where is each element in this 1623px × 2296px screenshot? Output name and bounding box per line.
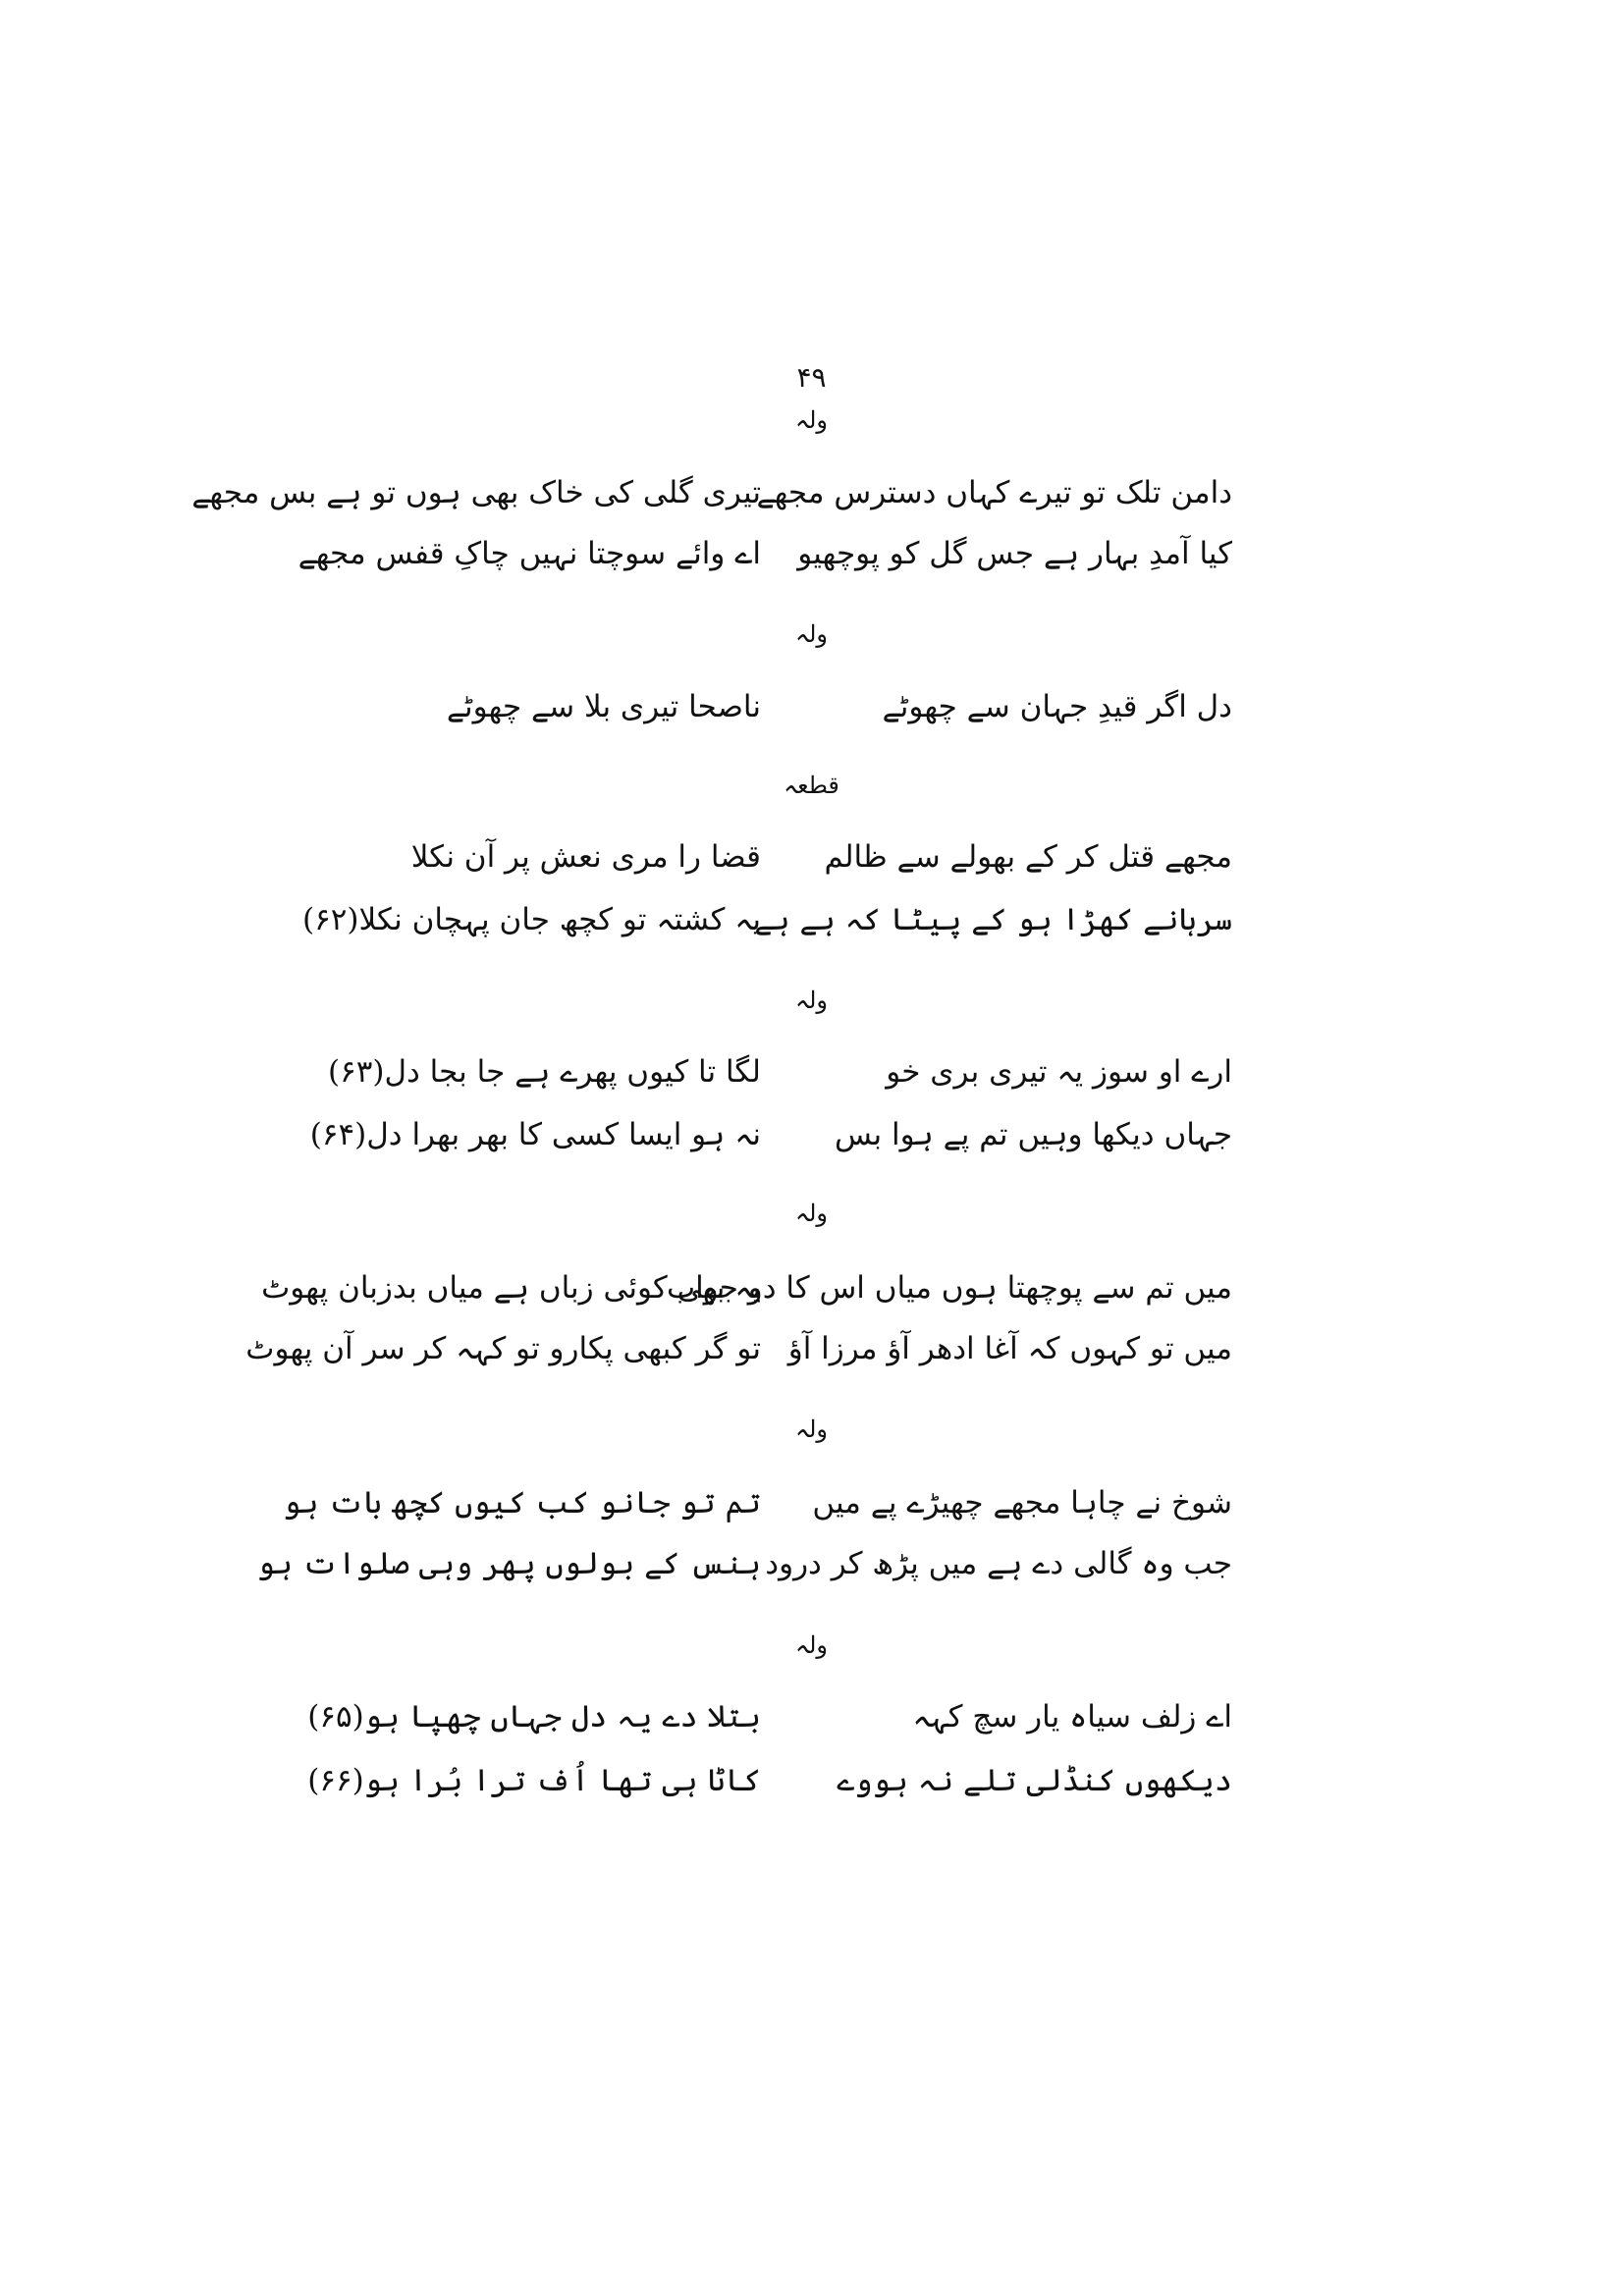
- verse: [256, 1534, 1232, 1593]
- verse: [302, 890, 1232, 949]
- verse-first-hemistich: کیا آمدِ بہار ہے جس گل کو پوچھیو: [797, 536, 1232, 571]
- section-heading: ولہ: [795, 406, 828, 434]
- verse: [245, 1319, 1232, 1378]
- section-heading: ولہ: [795, 1631, 828, 1659]
- section-heading: ولہ: [795, 620, 828, 648]
- verse: [261, 1258, 1232, 1317]
- verse-first-hemistich: سرہانے کھڑا ہو کے پیٹا کہ ہے ہے: [754, 902, 1232, 937]
- verse-second-hemistich: بتلا دے یہ دل جہاں چھپا ہو(۶۵): [307, 1699, 761, 1735]
- verse-first-hemistich: ارے او سوز یہ تیری بری خو: [886, 1054, 1232, 1090]
- verse: [191, 463, 1232, 522]
- verse-first-hemistich: شوخ نے چاہا مجھے چھیڑے پے میں: [812, 1485, 1232, 1521]
- verse: [283, 1473, 1232, 1532]
- verse-second-hemistich: ہنس کے بولوں پھر وہی صلوات ہو: [256, 1546, 761, 1581]
- verse: [398, 828, 1232, 886]
- section-heading: ولہ: [795, 1200, 828, 1227]
- verse: [398, 677, 1232, 736]
- verse: [327, 1042, 1232, 1101]
- verse: [307, 1687, 1232, 1746]
- verse-second-hemistich: قضا را مری نعش پر آن نکلا: [410, 839, 761, 875]
- verse-first-hemistich: دامن تلک تو تیرے کہاں دسترس مجھے: [756, 475, 1232, 510]
- verse-first-hemistich: جہاں دیکھا وہیں تم پے ہوا بس: [834, 1117, 1232, 1152]
- verse-first-hemistich: میں تو کہوں کہ آغا ادھر آؤ مرزا آؤ: [787, 1331, 1232, 1366]
- verse-first-hemistich: دل اگر قیدِ جہان سے چھوٹے: [882, 689, 1232, 724]
- verse-second-hemistich: ناصحا تیری بلا سے چھوٹے: [446, 689, 761, 724]
- verse-first-hemistich: جب وہ گالی دے ہے میں پڑھ کر درود: [765, 1546, 1232, 1581]
- section-heading: ولہ: [795, 1415, 828, 1443]
- verse-first-hemistich: مجھے قتل کر کے بھولے سے ظالم: [824, 839, 1232, 875]
- verse: [309, 1105, 1232, 1164]
- verse: [307, 1751, 1232, 1810]
- verse-second-hemistich: یہ بھی کوئی زباں ہے میاں بدزبان پھوٹ: [261, 1270, 761, 1306]
- verse-second-hemistich: نہ ہو ایسا کسی کا بھر بھرا دل(۶۴): [309, 1117, 761, 1152]
- verse-second-hemistich: یہ کشتہ تو کچھ جان پہچان نکلا(۶۲): [302, 902, 761, 937]
- verse-second-hemistich: لگا تا کیوں پھرے ہے جا بجا دل(۶۳): [327, 1054, 761, 1090]
- section-heading: قطعہ: [784, 772, 839, 799]
- verse-second-hemistich: اے وائے سوچتا نہیں چاکِ قفس مجھے: [298, 536, 761, 571]
- verse-second-hemistich: تیری گلی کی خاک بھی ہوں تو ہے بس مجھے: [191, 475, 761, 510]
- page-number: ۴۹: [796, 361, 827, 394]
- verse-second-hemistich: تم تو جانو کب کیوں کچھ بات ہو: [283, 1485, 761, 1521]
- verse-second-hemistich: کاٹا ہی تھا اُف ترا بُرا ہو(۶۶): [307, 1763, 761, 1798]
- verse: [298, 524, 1232, 583]
- section-heading: ولہ: [795, 987, 828, 1014]
- verse-first-hemistich: اے زلف سیاہ یار سچ کہہ: [912, 1699, 1232, 1735]
- verse-first-hemistich: میں تم سے پوچھتا ہوں میاں اس کا دو جواب: [666, 1270, 1232, 1306]
- verse-first-hemistich: دیکھوں کنڈلی تلے نہ ہووے: [837, 1763, 1232, 1798]
- verse-second-hemistich: تو گر کبھی پکارو تو کہہ کر سر آن پھوٹ: [245, 1331, 761, 1366]
